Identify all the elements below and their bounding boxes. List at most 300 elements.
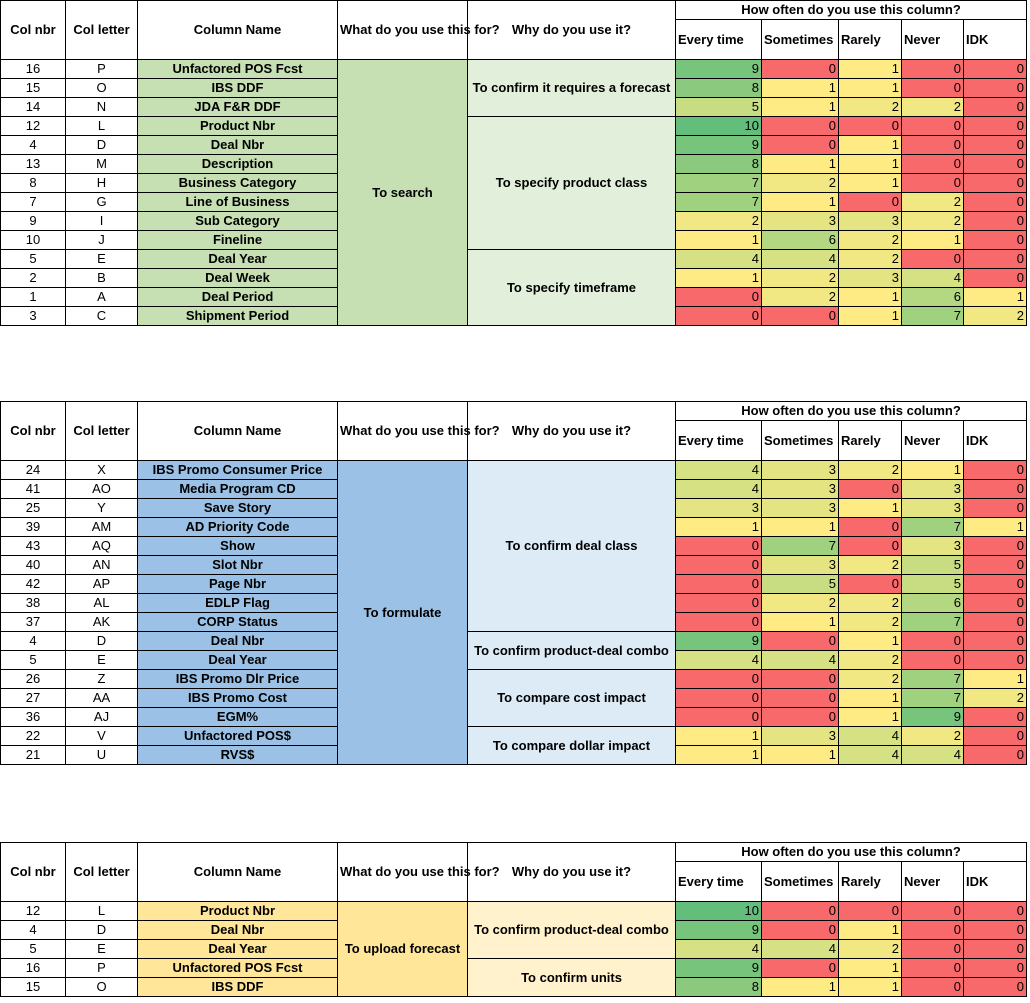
- col-letter-cell: L: [66, 902, 138, 921]
- freq-cell-rarely: 2: [839, 670, 902, 689]
- column-name-cell: Show: [138, 537, 338, 556]
- freq-cell-never: 2: [902, 193, 964, 212]
- freq-cell-every-time: 0: [676, 689, 762, 708]
- freq-cell-never: 0: [902, 902, 964, 921]
- freq-cell-idk: 0: [964, 727, 1027, 746]
- freq-cell-never: 3: [902, 480, 964, 499]
- freq-cell-every-time: 0: [676, 537, 762, 556]
- freq-cell-never: 5: [902, 575, 964, 594]
- col-nbr-cell: 4: [1, 921, 66, 940]
- col-letter-cell: J: [66, 231, 138, 250]
- freq-cell-sometimes: 1: [762, 746, 839, 765]
- frequency-title: How often do you use this column?: [676, 402, 1027, 421]
- freq-cell-idk: 0: [964, 461, 1027, 480]
- freq-cell-every-time: 0: [676, 594, 762, 613]
- freq-header-every-time: Every time: [676, 20, 762, 60]
- table-row: [1, 117, 1030, 136]
- freq-cell-sometimes: 3: [762, 461, 839, 480]
- reason-cell: To confirm product-deal combo: [468, 902, 676, 959]
- reason-cell: To confirm product-deal combo: [468, 632, 676, 670]
- header-row: [1, 402, 1030, 421]
- freq-cell-every-time: 7: [676, 174, 762, 193]
- col-letter-cell: Y: [66, 499, 138, 518]
- freq-cell-idk: 0: [964, 155, 1027, 174]
- col-letter-cell: O: [66, 79, 138, 98]
- purpose-cell: To search: [338, 60, 468, 326]
- freq-cell-never: 0: [902, 155, 964, 174]
- freq-cell-every-time: 4: [676, 461, 762, 480]
- freq-cell-idk: 0: [964, 117, 1027, 136]
- freq-cell-sometimes: 3: [762, 499, 839, 518]
- column-name-cell: Deal Nbr: [138, 632, 338, 651]
- col-nbr-header: Col nbr: [1, 843, 66, 902]
- col-letter-cell: C: [66, 307, 138, 326]
- freq-cell-rarely: 1: [839, 499, 902, 518]
- col-nbr-cell: 5: [1, 940, 66, 959]
- column-name-cell: EGM%: [138, 708, 338, 727]
- column-name-cell: IBS Promo Dlr Price: [138, 670, 338, 689]
- column-name-cell: EDLP Flag: [138, 594, 338, 613]
- col-letter-cell: A: [66, 288, 138, 307]
- freq-cell-every-time: 4: [676, 480, 762, 499]
- freq-header-rarely: Rarely: [839, 862, 902, 902]
- freq-cell-rarely: 2: [839, 250, 902, 269]
- freq-cell-never: 7: [902, 613, 964, 632]
- col-letter-cell: Z: [66, 670, 138, 689]
- freq-cell-rarely: 0: [839, 193, 902, 212]
- col-nbr-cell: 38: [1, 594, 66, 613]
- column-name-cell: RVS$: [138, 746, 338, 765]
- freq-cell-rarely: 2: [839, 594, 902, 613]
- col-nbr-cell: 43: [1, 537, 66, 556]
- col-letter-cell: AP: [66, 575, 138, 594]
- col-nbr-cell: 3: [1, 307, 66, 326]
- freq-cell-idk: 0: [964, 79, 1027, 98]
- freq-cell-rarely: 1: [839, 959, 902, 978]
- column-name-cell: Deal Nbr: [138, 136, 338, 155]
- freq-cell-idk: 1: [964, 288, 1027, 307]
- freq-cell-rarely: 3: [839, 212, 902, 231]
- freq-cell-never: 2: [902, 727, 964, 746]
- freq-header-idk: IDK: [964, 421, 1027, 461]
- freq-cell-every-time: 4: [676, 250, 762, 269]
- freq-cell-sometimes: 0: [762, 307, 839, 326]
- freq-header-never: Never: [902, 421, 964, 461]
- freq-cell-every-time: 9: [676, 136, 762, 155]
- freq-cell-idk: 0: [964, 708, 1027, 727]
- freq-cell-every-time: 4: [676, 651, 762, 670]
- freq-cell-never: 0: [902, 60, 964, 79]
- freq-cell-every-time: 2: [676, 212, 762, 231]
- freq-cell-idk: 0: [964, 940, 1027, 959]
- col-nbr-cell: 12: [1, 902, 66, 921]
- freq-header-rarely: Rarely: [839, 421, 902, 461]
- freq-cell-never: 6: [902, 288, 964, 307]
- column-name-cell: JDA F&R DDF: [138, 98, 338, 117]
- column-name-cell: Unfactored POS Fcst: [138, 60, 338, 79]
- freq-cell-sometimes: 4: [762, 250, 839, 269]
- freq-cell-every-time: 9: [676, 60, 762, 79]
- freq-cell-idk: 0: [964, 499, 1027, 518]
- reason-cell: To compare dollar impact: [468, 727, 676, 765]
- column-name-cell: Shipment Period: [138, 307, 338, 326]
- frequency-title: How often do you use this column?: [676, 1, 1027, 20]
- freq-cell-sometimes: 0: [762, 117, 839, 136]
- col-letter-cell: L: [66, 117, 138, 136]
- col-letter-cell: AO: [66, 480, 138, 499]
- freq-cell-every-time: 9: [676, 921, 762, 940]
- column-name-cell: IBS DDF: [138, 978, 338, 997]
- col-letter-cell: X: [66, 461, 138, 480]
- col-nbr-header: Col nbr: [1, 402, 66, 461]
- freq-cell-idk: 2: [964, 307, 1027, 326]
- freq-cell-never: 0: [902, 174, 964, 193]
- freq-cell-sometimes: 2: [762, 288, 839, 307]
- reason-cell: To specify product class: [468, 117, 676, 250]
- column-name-cell: Line of Business: [138, 193, 338, 212]
- freq-cell-every-time: 10: [676, 117, 762, 136]
- freq-cell-idk: 0: [964, 174, 1027, 193]
- why-header: Why do you use it?: [468, 843, 676, 902]
- col-letter-cell: G: [66, 193, 138, 212]
- col-letter-header: Col letter: [66, 402, 138, 461]
- freq-cell-rarely: 1: [839, 978, 902, 997]
- freq-cell-rarely: 2: [839, 231, 902, 250]
- col-letter-cell: D: [66, 136, 138, 155]
- freq-cell-sometimes: 0: [762, 670, 839, 689]
- col-nbr-cell: 16: [1, 60, 66, 79]
- freq-cell-idk: 0: [964, 575, 1027, 594]
- column-name-cell: Deal Week: [138, 269, 338, 288]
- upload-table: [0, 842, 1030, 997]
- freq-cell-rarely: 0: [839, 480, 902, 499]
- freq-cell-never: 0: [902, 959, 964, 978]
- freq-cell-idk: 0: [964, 136, 1027, 155]
- freq-cell-idk: 1: [964, 670, 1027, 689]
- freq-cell-every-time: 5: [676, 98, 762, 117]
- col-nbr-cell: 15: [1, 79, 66, 98]
- col-letter-header: Col letter: [66, 1, 138, 60]
- col-letter-cell: U: [66, 746, 138, 765]
- freq-cell-sometimes: 0: [762, 921, 839, 940]
- column-name-cell: Save Story: [138, 499, 338, 518]
- why-header: Why do you use it?: [468, 402, 676, 461]
- col-nbr-cell: 5: [1, 651, 66, 670]
- freq-cell-idk: 0: [964, 959, 1027, 978]
- freq-cell-sometimes: 0: [762, 902, 839, 921]
- column-name-cell: Deal Year: [138, 940, 338, 959]
- table-row: [1, 670, 1030, 689]
- table-row: [1, 727, 1030, 746]
- col-nbr-cell: 1: [1, 288, 66, 307]
- reason-cell: To confirm deal class: [468, 461, 676, 632]
- freq-cell-sometimes: 5: [762, 575, 839, 594]
- freq-cell-never: 0: [902, 940, 964, 959]
- freq-cell-never: 0: [902, 250, 964, 269]
- freq-cell-idk: 0: [964, 651, 1027, 670]
- table-row: [1, 250, 1030, 269]
- freq-cell-every-time: 0: [676, 288, 762, 307]
- column-name-cell: Slot Nbr: [138, 556, 338, 575]
- col-nbr-cell: 4: [1, 136, 66, 155]
- freq-cell-rarely: 1: [839, 632, 902, 651]
- col-nbr-cell: 12: [1, 117, 66, 136]
- freq-cell-rarely: 3: [839, 269, 902, 288]
- column-name-cell: Deal Year: [138, 651, 338, 670]
- freq-cell-every-time: 0: [676, 575, 762, 594]
- col-nbr-cell: 25: [1, 499, 66, 518]
- col-letter-cell: E: [66, 651, 138, 670]
- freq-cell-rarely: 2: [839, 461, 902, 480]
- freq-header-sometimes: Sometimes: [762, 20, 839, 60]
- freq-cell-idk: 0: [964, 60, 1027, 79]
- freq-header-rarely: Rarely: [839, 20, 902, 60]
- table-row: [1, 902, 1030, 921]
- freq-cell-idk: 0: [964, 231, 1027, 250]
- col-letter-cell: AJ: [66, 708, 138, 727]
- col-letter-cell: M: [66, 155, 138, 174]
- freq-cell-every-time: 1: [676, 727, 762, 746]
- col-letter-cell: B: [66, 269, 138, 288]
- freq-cell-never: 3: [902, 499, 964, 518]
- column-name-cell: Product Nbr: [138, 902, 338, 921]
- freq-header-idk: IDK: [964, 20, 1027, 60]
- col-letter-cell: D: [66, 632, 138, 651]
- col-nbr-cell: 42: [1, 575, 66, 594]
- table-row: [1, 461, 1030, 480]
- freq-cell-rarely: 1: [839, 174, 902, 193]
- freq-cell-rarely: 1: [839, 136, 902, 155]
- freq-cell-idk: 0: [964, 269, 1027, 288]
- col-nbr-cell: 26: [1, 670, 66, 689]
- col-nbr-cell: 36: [1, 708, 66, 727]
- freq-header-never: Never: [902, 862, 964, 902]
- freq-cell-never: 7: [902, 307, 964, 326]
- freq-cell-sometimes: 3: [762, 727, 839, 746]
- col-nbr-cell: 39: [1, 518, 66, 537]
- freq-cell-sometimes: 0: [762, 689, 839, 708]
- reason-cell: To confirm units: [468, 959, 676, 997]
- column-name-cell: Deal Nbr: [138, 921, 338, 940]
- column-name-cell: CORP Status: [138, 613, 338, 632]
- col-letter-header: Col letter: [66, 843, 138, 902]
- freq-cell-idk: 0: [964, 250, 1027, 269]
- col-letter-cell: AL: [66, 594, 138, 613]
- column-name-cell: Description: [138, 155, 338, 174]
- col-nbr-cell: 21: [1, 746, 66, 765]
- freq-cell-never: 0: [902, 921, 964, 940]
- freq-cell-every-time: 4: [676, 940, 762, 959]
- freq-cell-idk: 0: [964, 193, 1027, 212]
- freq-header-idk: IDK: [964, 862, 1027, 902]
- freq-cell-rarely: 0: [839, 537, 902, 556]
- col-nbr-cell: 15: [1, 978, 66, 997]
- freq-cell-idk: 0: [964, 632, 1027, 651]
- freq-cell-idk: 0: [964, 746, 1027, 765]
- column-name-header: Column Name: [138, 402, 338, 461]
- freq-cell-every-time: 1: [676, 746, 762, 765]
- table-row: [1, 632, 1030, 651]
- freq-cell-rarely: 1: [839, 708, 902, 727]
- freq-header-every-time: Every time: [676, 421, 762, 461]
- freq-cell-every-time: 9: [676, 959, 762, 978]
- col-letter-cell: AN: [66, 556, 138, 575]
- freq-cell-sometimes: 0: [762, 632, 839, 651]
- freq-cell-never: 0: [902, 117, 964, 136]
- col-nbr-cell: 24: [1, 461, 66, 480]
- freq-cell-sometimes: 2: [762, 594, 839, 613]
- col-letter-cell: I: [66, 212, 138, 231]
- what-for-header: What do you use this for?: [338, 1, 468, 60]
- freq-cell-rarely: 1: [839, 60, 902, 79]
- col-nbr-cell: 41: [1, 480, 66, 499]
- freq-cell-idk: 0: [964, 921, 1027, 940]
- col-letter-cell: E: [66, 940, 138, 959]
- freq-cell-never: 7: [902, 670, 964, 689]
- freq-cell-never: 4: [902, 269, 964, 288]
- column-name-cell: IBS Promo Consumer Price: [138, 461, 338, 480]
- freq-cell-sometimes: 7: [762, 537, 839, 556]
- freq-cell-never: 1: [902, 231, 964, 250]
- col-nbr-header: Col nbr: [1, 1, 66, 60]
- table-row: [1, 959, 1030, 978]
- freq-cell-rarely: 1: [839, 79, 902, 98]
- freq-cell-never: 0: [902, 79, 964, 98]
- column-name-cell: IBS DDF: [138, 79, 338, 98]
- why-header: Why do you use it?: [468, 1, 676, 60]
- freq-cell-never: 5: [902, 556, 964, 575]
- freq-cell-never: 2: [902, 98, 964, 117]
- col-letter-cell: N: [66, 98, 138, 117]
- freq-cell-every-time: 0: [676, 708, 762, 727]
- column-name-cell: Unfactored POS Fcst: [138, 959, 338, 978]
- freq-cell-never: 7: [902, 689, 964, 708]
- freq-cell-every-time: 8: [676, 79, 762, 98]
- what-for-header: What do you use this for?: [338, 402, 468, 461]
- freq-header-sometimes: Sometimes: [762, 862, 839, 902]
- freq-cell-sometimes: 0: [762, 708, 839, 727]
- freq-cell-sometimes: 0: [762, 60, 839, 79]
- col-nbr-cell: 9: [1, 212, 66, 231]
- col-nbr-cell: 14: [1, 98, 66, 117]
- freq-cell-sometimes: 1: [762, 79, 839, 98]
- col-nbr-cell: 37: [1, 613, 66, 632]
- freq-cell-every-time: 1: [676, 231, 762, 250]
- col-nbr-cell: 7: [1, 193, 66, 212]
- freq-cell-sometimes: 3: [762, 212, 839, 231]
- freq-cell-sometimes: 0: [762, 136, 839, 155]
- column-name-cell: Business Category: [138, 174, 338, 193]
- freq-cell-sometimes: 4: [762, 940, 839, 959]
- freq-cell-sometimes: 1: [762, 978, 839, 997]
- freq-cell-idk: 0: [964, 978, 1027, 997]
- freq-header-never: Never: [902, 20, 964, 60]
- header-row: [1, 1, 1030, 20]
- col-letter-cell: O: [66, 978, 138, 997]
- freq-cell-sometimes: 1: [762, 155, 839, 174]
- freq-cell-sometimes: 2: [762, 174, 839, 193]
- col-letter-cell: P: [66, 60, 138, 79]
- freq-cell-never: 9: [902, 708, 964, 727]
- purpose-cell: To formulate: [338, 461, 468, 765]
- col-nbr-cell: 16: [1, 959, 66, 978]
- freq-cell-sometimes: 3: [762, 480, 839, 499]
- col-nbr-cell: 40: [1, 556, 66, 575]
- freq-cell-sometimes: 1: [762, 613, 839, 632]
- freq-cell-never: 4: [902, 746, 964, 765]
- freq-cell-rarely: 2: [839, 651, 902, 670]
- reason-cell: To specify timeframe: [468, 250, 676, 326]
- freq-cell-idk: 0: [964, 98, 1027, 117]
- freq-cell-rarely: 1: [839, 155, 902, 174]
- col-nbr-cell: 10: [1, 231, 66, 250]
- freq-cell-every-time: 10: [676, 902, 762, 921]
- reason-cell: To compare cost impact: [468, 670, 676, 727]
- freq-cell-never: 6: [902, 594, 964, 613]
- freq-cell-sometimes: 1: [762, 98, 839, 117]
- freq-cell-rarely: 2: [839, 98, 902, 117]
- freq-cell-idk: 0: [964, 902, 1027, 921]
- freq-cell-every-time: 3: [676, 499, 762, 518]
- freq-cell-idk: 0: [964, 556, 1027, 575]
- freq-cell-rarely: 1: [839, 689, 902, 708]
- col-letter-cell: AM: [66, 518, 138, 537]
- freq-cell-rarely: 2: [839, 556, 902, 575]
- freq-cell-sometimes: 2: [762, 269, 839, 288]
- purpose-cell: To upload forecast: [338, 902, 468, 997]
- freq-cell-rarely: 1: [839, 288, 902, 307]
- freq-cell-never: 0: [902, 978, 964, 997]
- column-name-cell: Deal Year: [138, 250, 338, 269]
- freq-cell-idk: 0: [964, 613, 1027, 632]
- freq-cell-sometimes: 4: [762, 651, 839, 670]
- column-name-cell: Deal Period: [138, 288, 338, 307]
- what-for-header: What do you use this for?: [338, 843, 468, 902]
- col-nbr-cell: 8: [1, 174, 66, 193]
- freq-cell-rarely: 0: [839, 518, 902, 537]
- col-letter-cell: V: [66, 727, 138, 746]
- frequency-title: How often do you use this column?: [676, 843, 1027, 862]
- freq-cell-sometimes: 1: [762, 518, 839, 537]
- column-name-cell: Fineline: [138, 231, 338, 250]
- column-name-header: Column Name: [138, 1, 338, 60]
- column-name-cell: Product Nbr: [138, 117, 338, 136]
- freq-cell-rarely: 2: [839, 613, 902, 632]
- col-nbr-cell: 4: [1, 632, 66, 651]
- column-name-cell: Media Program CD: [138, 480, 338, 499]
- freq-cell-idk: 0: [964, 212, 1027, 231]
- col-letter-cell: H: [66, 174, 138, 193]
- freq-cell-sometimes: 6: [762, 231, 839, 250]
- freq-cell-rarely: 0: [839, 575, 902, 594]
- freq-cell-every-time: 8: [676, 978, 762, 997]
- col-letter-cell: E: [66, 250, 138, 269]
- freq-header-sometimes: Sometimes: [762, 421, 839, 461]
- column-name-cell: Unfactored POS$: [138, 727, 338, 746]
- col-nbr-cell: 27: [1, 689, 66, 708]
- column-name-cell: Sub Category: [138, 212, 338, 231]
- freq-cell-rarely: 4: [839, 746, 902, 765]
- freq-cell-every-time: 7: [676, 193, 762, 212]
- reason-cell: To confirm it requires a forecast: [468, 60, 676, 117]
- freq-cell-every-time: 0: [676, 613, 762, 632]
- freq-cell-every-time: 8: [676, 155, 762, 174]
- freq-cell-rarely: 2: [839, 940, 902, 959]
- freq-cell-never: 0: [902, 632, 964, 651]
- col-letter-cell: AA: [66, 689, 138, 708]
- freq-cell-rarely: 1: [839, 921, 902, 940]
- freq-cell-never: 0: [902, 136, 964, 155]
